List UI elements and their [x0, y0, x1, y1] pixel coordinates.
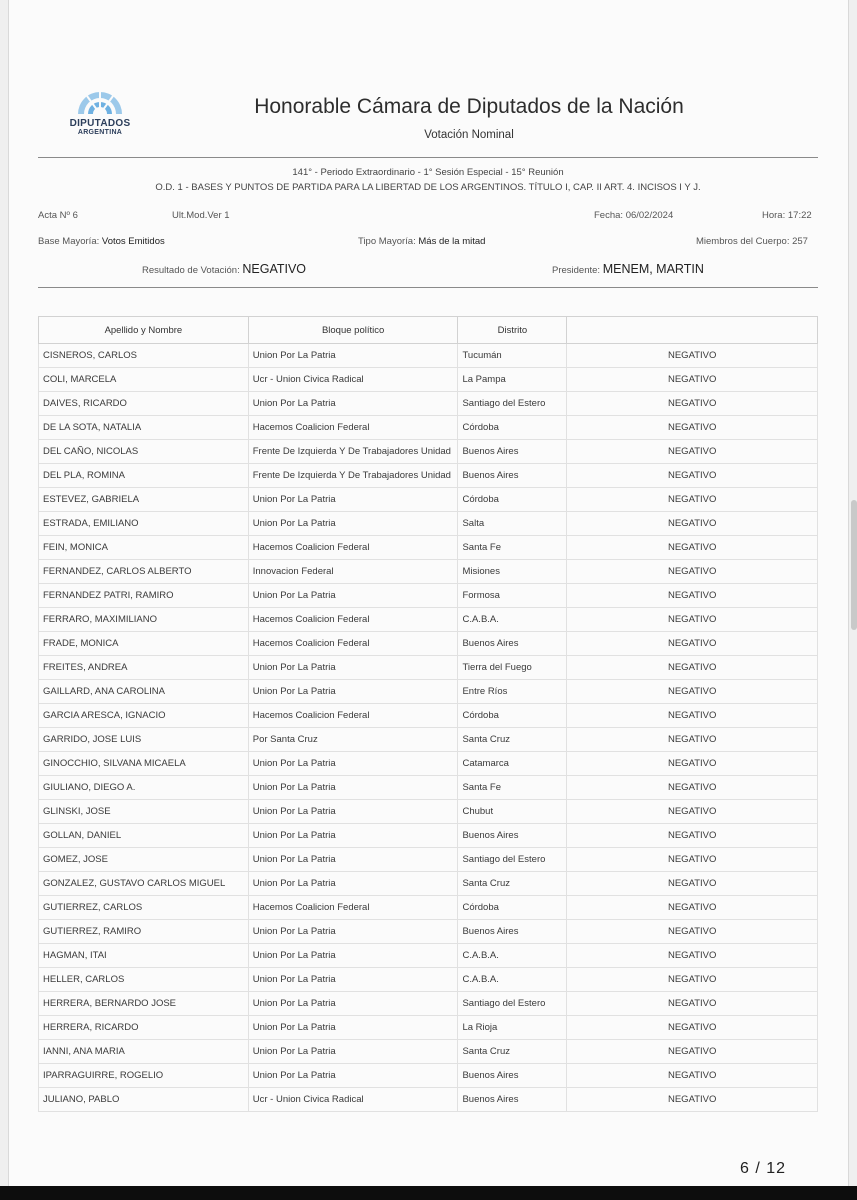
cell-district: Catamarca [458, 752, 567, 776]
cell-name: GUTIERREZ, RAMIRO [39, 920, 249, 944]
page-subtitle: Votación Nominal [424, 129, 514, 141]
table-row [39, 968, 818, 992]
cell-vote: NEGATIVO [567, 680, 818, 704]
col-header-bloc: Bloque político [248, 317, 458, 344]
cell-district: Córdoba [458, 896, 567, 920]
table-row [39, 488, 818, 512]
scrollbar-thumb[interactable] [851, 500, 857, 630]
cell-vote: NEGATIVO [567, 1016, 818, 1040]
cell-district: Buenos Aires [458, 1088, 567, 1112]
cell-district: Formosa [458, 584, 567, 608]
cell-name: GOLLAN, DANIEL [39, 824, 249, 848]
cell-name: FERNANDEZ PATRI, RAMIRO [39, 584, 249, 608]
cell-district: C.A.B.A. [458, 968, 567, 992]
table-row [39, 704, 818, 728]
cell-bloc: Union Por La Patria [248, 992, 458, 1016]
col-header-vote [567, 317, 818, 344]
cell-name: IPARRAGUIRRE, ROGELIO [39, 1064, 249, 1088]
table-row [39, 728, 818, 752]
table-row [39, 1088, 818, 1112]
table-row [39, 632, 818, 656]
cell-name: GINOCCHIO, SILVANA MICAELA [39, 752, 249, 776]
time-value: 17:22 [787, 210, 812, 221]
vote-result-label: Resultado de Votación: [142, 265, 240, 276]
table-row [39, 1016, 818, 1040]
page-total: 12 [766, 1160, 787, 1177]
cell-district: Santa Cruz [458, 872, 567, 896]
cell-district: Santiago del Estero [458, 392, 567, 416]
vote-table [38, 316, 818, 1112]
cell-name: HERRERA, BERNARDO JOSE [39, 992, 249, 1016]
cell-name: GONZALEZ, GUSTAVO CARLOS MIGUEL [39, 872, 249, 896]
table-row [39, 944, 818, 968]
cell-bloc: Union Por La Patria [248, 944, 458, 968]
cell-name: DEL PLA, ROMINA [39, 464, 249, 488]
cell-vote: NEGATIVO [567, 1064, 818, 1088]
cell-vote: NEGATIVO [567, 440, 818, 464]
table-row [39, 920, 818, 944]
cell-vote: NEGATIVO [567, 872, 818, 896]
cell-vote: NEGATIVO [567, 416, 818, 440]
table-row [39, 512, 818, 536]
col-header-district: Distrito [458, 317, 567, 344]
table-row [39, 752, 818, 776]
cell-bloc: Union Por La Patria [248, 680, 458, 704]
cell-vote: NEGATIVO [567, 704, 818, 728]
cell-district: Córdoba [458, 416, 567, 440]
cell-bloc: Ucr - Union Civica Radical [248, 368, 458, 392]
cell-vote: NEGATIVO [567, 584, 818, 608]
table-row [39, 584, 818, 608]
cell-vote: NEGATIVO [567, 656, 818, 680]
cell-name: GLINSKI, JOSE [39, 800, 249, 824]
table-row [39, 416, 818, 440]
vote-result-value: NEGATIVO [242, 262, 307, 276]
cell-name: IANNI, ANA MARIA [39, 1040, 249, 1064]
cell-vote: NEGATIVO [567, 920, 818, 944]
cell-name: GARRIDO, JOSE LUIS [39, 728, 249, 752]
table-row [39, 1064, 818, 1088]
cell-bloc: Hacemos Coalicion Federal [248, 536, 458, 560]
table-row [39, 800, 818, 824]
cell-district: Buenos Aires [458, 824, 567, 848]
cell-district: C.A.B.A. [458, 608, 567, 632]
cell-bloc: Union Por La Patria [248, 872, 458, 896]
cell-bloc: Union Por La Patria [248, 1040, 458, 1064]
cell-vote: NEGATIVO [567, 464, 818, 488]
cell-vote: NEGATIVO [567, 368, 818, 392]
majority-base-value: Votos Emitidos [101, 236, 165, 247]
cell-bloc: Por Santa Cruz [248, 728, 458, 752]
table-row [39, 536, 818, 560]
acta-number: Acta Nº 6 [38, 210, 78, 221]
cell-vote: NEGATIVO [567, 1040, 818, 1064]
last-mod-version: Ult.Mod.Ver 1 [172, 210, 230, 221]
majority-type-value: Más de la mitad [418, 236, 486, 247]
meta-divider [38, 287, 818, 288]
vote-result [142, 262, 306, 276]
cell-district: Buenos Aires [458, 440, 567, 464]
cell-district: Tucumán [458, 344, 567, 368]
congress-dome-icon [75, 84, 125, 116]
cell-name: ESTEVEZ, GABRIELA [39, 488, 249, 512]
cell-vote: NEGATIVO [567, 1088, 818, 1112]
page-current: 6 [740, 1160, 750, 1177]
cell-name: JULIANO, PABLO [39, 1088, 249, 1112]
cell-vote: NEGATIVO [567, 752, 818, 776]
table-row [39, 680, 818, 704]
agenda-item: O.D. 1 - BASES Y PUNTOS DE PARTIDA PARA LA LIBERTAD DE LOS ARGENTINOS. TÍTULO I, CAP. II ART. 4. INCISOS I Y J. [155, 182, 701, 193]
cell-vote: NEGATIVO [567, 608, 818, 632]
cell-vote: NEGATIVO [567, 632, 818, 656]
table-body [39, 344, 818, 1112]
table-row [39, 440, 818, 464]
cell-bloc: Union Por La Patria [248, 776, 458, 800]
table-row [39, 848, 818, 872]
cell-vote: NEGATIVO [567, 536, 818, 560]
president-value: MENEM, MARTIN [602, 262, 704, 276]
cell-bloc: Union Por La Patria [248, 824, 458, 848]
president-label: Presidente: [552, 265, 601, 276]
cell-vote: NEGATIVO [567, 512, 818, 536]
table-row [39, 368, 818, 392]
table-row [39, 896, 818, 920]
cell-name: DE LA SOTA, NATALIA [39, 416, 249, 440]
table-row [39, 992, 818, 1016]
cell-bloc: Hacemos Coalicion Federal [248, 896, 458, 920]
cell-name: HAGMAN, ITAI [39, 944, 249, 968]
diputados-logo [55, 84, 145, 144]
header-divider [38, 157, 818, 158]
table-row [39, 608, 818, 632]
cell-name: GOMEZ, JOSE [39, 848, 249, 872]
bottom-bar [0, 1186, 857, 1200]
cell-vote: NEGATIVO [567, 800, 818, 824]
cell-district: Tierra del Fuego [458, 656, 567, 680]
cell-district: Chubut [458, 800, 567, 824]
cell-bloc: Union Por La Patria [248, 968, 458, 992]
cell-name: HERRERA, RICARDO [39, 1016, 249, 1040]
cell-district: Buenos Aires [458, 632, 567, 656]
cell-name: COLI, MARCELA [39, 368, 249, 392]
cell-bloc: Union Por La Patria [248, 1064, 458, 1088]
cell-district: Buenos Aires [458, 464, 567, 488]
cell-district: Buenos Aires [458, 920, 567, 944]
cell-vote: NEGATIVO [567, 968, 818, 992]
cell-vote: NEGATIVO [567, 560, 818, 584]
cell-vote: NEGATIVO [567, 728, 818, 752]
cell-vote: NEGATIVO [567, 392, 818, 416]
cell-name: GIULIANO, DIEGO A. [39, 776, 249, 800]
cell-vote: NEGATIVO [567, 344, 818, 368]
cell-district: Misiones [458, 560, 567, 584]
time-label: Hora: [762, 210, 786, 221]
cell-district: C.A.B.A. [458, 944, 567, 968]
page-indicator [740, 1160, 786, 1178]
majority-type [358, 236, 485, 247]
cell-vote: NEGATIVO [567, 896, 818, 920]
body-members-label: Miembros del Cuerpo: [696, 236, 790, 247]
logo-country: ARGENTINA [77, 129, 123, 136]
cell-name: FERNANDEZ, CARLOS ALBERTO [39, 560, 249, 584]
cell-vote: NEGATIVO [567, 488, 818, 512]
cell-bloc: Hacemos Coalicion Federal [248, 416, 458, 440]
cell-bloc: Union Por La Patria [248, 584, 458, 608]
cell-vote: NEGATIVO [567, 776, 818, 800]
cell-bloc: Union Por La Patria [248, 920, 458, 944]
cell-name: HELLER, CARLOS [39, 968, 249, 992]
cell-district: La Pampa [458, 368, 567, 392]
table-row [39, 656, 818, 680]
cell-bloc: Union Por La Patria [248, 656, 458, 680]
session-info: 141° - Periodo Extraordinario - 1° Sesión Especial - 15° Reunión [292, 167, 564, 178]
page-separator: / [755, 1160, 761, 1177]
cell-name: GAILLARD, ANA CAROLINA [39, 680, 249, 704]
cell-name: FREITES, ANDREA [39, 656, 249, 680]
cell-vote: NEGATIVO [567, 944, 818, 968]
cell-district: Córdoba [458, 704, 567, 728]
majority-base-label: Base Mayoría: [38, 236, 100, 247]
cell-name: FRADE, MONICA [39, 632, 249, 656]
cell-bloc: Union Por La Patria [248, 512, 458, 536]
president [552, 262, 704, 276]
cell-vote: NEGATIVO [567, 824, 818, 848]
table-row [39, 776, 818, 800]
cell-bloc: Union Por La Patria [248, 752, 458, 776]
logo-name: DIPUTADOS [69, 118, 131, 129]
cell-name: FEIN, MONICA [39, 536, 249, 560]
cell-district: Buenos Aires [458, 1064, 567, 1088]
cell-bloc: Union Por La Patria [248, 1016, 458, 1040]
page-title: Honorable Cámara de Diputados de la Nación [254, 95, 684, 118]
cell-district: Santa Cruz [458, 1040, 567, 1064]
table-row [39, 824, 818, 848]
cell-name: FERRARO, MAXIMILIANO [39, 608, 249, 632]
cell-bloc: Hacemos Coalicion Federal [248, 608, 458, 632]
table-row [39, 1040, 818, 1064]
cell-bloc: Hacemos Coalicion Federal [248, 704, 458, 728]
table-row [39, 344, 818, 368]
cell-district: Entre Ríos [458, 680, 567, 704]
cell-bloc: Frente De Izquierda Y De Trabajadores Unidad [248, 464, 458, 488]
cell-bloc: Frente De Izquierda Y De Trabajadores Unidad [248, 440, 458, 464]
table-header-row [39, 317, 818, 344]
body-members-value: 257 [792, 236, 808, 247]
cell-district: Santa Fe [458, 536, 567, 560]
cell-name: GUTIERREZ, CARLOS [39, 896, 249, 920]
majority-type-label: Tipo Mayoría: [358, 236, 416, 247]
cell-district: Santiago del Estero [458, 992, 567, 1016]
table-row [39, 464, 818, 488]
cell-bloc: Union Por La Patria [248, 344, 458, 368]
cell-district: La Rioja [458, 1016, 567, 1040]
cell-bloc: Hacemos Coalicion Federal [248, 632, 458, 656]
cell-bloc: Innovacion Federal [248, 560, 458, 584]
cell-bloc: Union Por La Patria [248, 488, 458, 512]
table-row [39, 872, 818, 896]
date-value: 06/02/2024 [625, 210, 674, 221]
time-field [762, 210, 812, 221]
cell-district: Salta [458, 512, 567, 536]
body-members [696, 236, 808, 247]
cell-vote: NEGATIVO [567, 992, 818, 1016]
cell-name: DAIVES, RICARDO [39, 392, 249, 416]
cell-district: Santa Cruz [458, 728, 567, 752]
cell-bloc: Union Por La Patria [248, 800, 458, 824]
date-field [594, 210, 673, 221]
cell-name: DEL CAÑO, NICOLAS [39, 440, 249, 464]
table-row [39, 392, 818, 416]
cell-bloc: Union Por La Patria [248, 392, 458, 416]
table-row [39, 560, 818, 584]
cell-district: Córdoba [458, 488, 567, 512]
col-header-name: Apellido y Nombre [39, 317, 249, 344]
cell-district: Santiago del Estero [458, 848, 567, 872]
cell-name: ESTRADA, EMILIANO [39, 512, 249, 536]
cell-bloc: Union Por La Patria [248, 848, 458, 872]
cell-vote: NEGATIVO [567, 848, 818, 872]
cell-name: CISNEROS, CARLOS [39, 344, 249, 368]
majority-base [38, 236, 165, 247]
cell-name: GARCIA ARESCA, IGNACIO [39, 704, 249, 728]
cell-bloc: Ucr - Union Civica Radical [248, 1088, 458, 1112]
cell-district: Santa Fe [458, 776, 567, 800]
date-label: Fecha: [594, 210, 624, 221]
